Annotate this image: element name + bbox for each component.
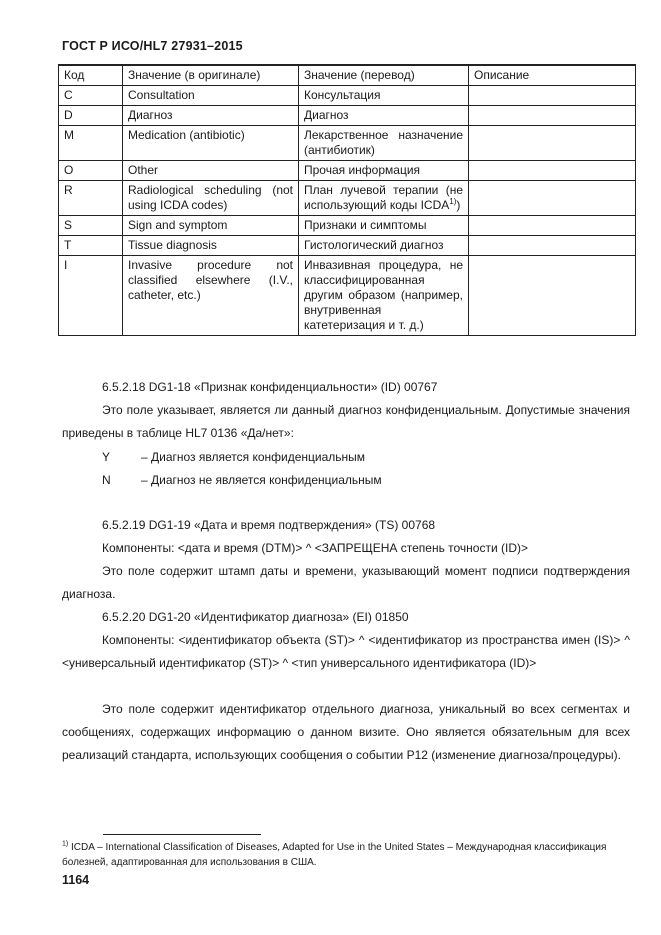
cell-translation: Прочая информация xyxy=(299,161,469,181)
cell-translation: Диагноз xyxy=(299,106,469,126)
column-header-original: Значение (в оригинале) xyxy=(123,65,299,86)
section-20-title: 6.5.2.20 DG1-20 «Идентификатор диагноза» (EI) 01850 xyxy=(102,610,409,624)
table-row xyxy=(59,236,636,256)
cell-code: D xyxy=(59,106,123,126)
section-19-text: Это поле содержит штамп даты и времени, указывающий момент подписи подтверждения диагноза. xyxy=(62,564,630,601)
cell-original: Medication (antibiotic) xyxy=(123,126,299,161)
cell-description xyxy=(469,256,636,336)
cell-description xyxy=(469,181,636,216)
table-row xyxy=(59,256,636,336)
cell-code: R xyxy=(59,181,123,216)
page-number: 1164 xyxy=(62,873,90,887)
column-header-translation: Значение (перевод) xyxy=(299,65,469,86)
column-header-code: Код xyxy=(59,65,123,86)
cell-description xyxy=(469,86,636,106)
section-18-title: 6.5.2.18 DG1-18 «Признак конфиденциальности» (ID) 00767 xyxy=(102,380,438,394)
cell-original: Consultation xyxy=(123,86,299,106)
cell-original: Sign and symptom xyxy=(123,216,299,236)
cell-code: O xyxy=(59,161,123,181)
table-header-row xyxy=(59,65,636,86)
table-row xyxy=(59,106,636,126)
section-20-text: Это поле содержит идентификатор отдельного диагноза, уникальный во всех сегментах и сообщениях, содержащих информацию о данном визите. Оно является обязательным для всех реализаций стандарта, использующих сообщения о событии P12 (изменение диагноза/процедуры). xyxy=(62,702,630,762)
value-code-y: Y xyxy=(102,450,111,464)
cell-original: Other xyxy=(123,161,299,181)
document-header: ГОСТ Р ИСО/HL7 27931–2015 xyxy=(62,39,243,53)
cell-original: Tissue diagnosis xyxy=(123,236,299,256)
cell-original: Radiological scheduling (not using ICDA codes) xyxy=(123,181,299,216)
cell-translation: Признаки и симптомы xyxy=(299,216,469,236)
footnote xyxy=(62,840,632,870)
table-row xyxy=(59,216,636,236)
footnote-divider xyxy=(103,834,261,835)
cell-translation: Инвазивная процедура, не классифицированная другим образом (например, внутривенная катетеризация и т. д.) xyxy=(299,256,469,336)
cell-translation: Консультация xyxy=(299,86,469,106)
cell-description xyxy=(469,161,636,181)
code-table xyxy=(58,64,636,336)
cell-code: T xyxy=(59,236,123,256)
section-18-text: Это поле указывает, является ли данный диагноз конфиденциальным. Допустимые значения приведены в таблице HL7 0136 «Да/нет»: xyxy=(62,403,630,440)
cell-translation: План лучевой терапии (не использующий коды ICDA$^{1)}$) xyxy=(299,181,469,216)
cell-description xyxy=(469,216,636,236)
value-text-y: – Диагноз является конфиденциальным xyxy=(141,450,366,464)
table-row xyxy=(59,86,636,106)
table-row xyxy=(59,161,636,181)
cell-translation: Гистологический диагноз xyxy=(299,236,469,256)
cell-description xyxy=(469,236,636,256)
cell-code: S xyxy=(59,216,123,236)
section-19-title: 6.5.2.19 DG1-19 «Дата и время подтверждения» (TS) 00768 xyxy=(102,518,436,532)
table-row xyxy=(59,181,636,216)
column-header-description: Описание xyxy=(469,65,636,86)
table-row xyxy=(59,126,636,161)
footnote-marker: 1) xyxy=(62,840,69,848)
cell-code: I xyxy=(59,256,123,336)
cell-code: M xyxy=(59,126,123,161)
value-code-n: N xyxy=(102,473,111,487)
value-text-n: – Диагноз не является конфиденциальным xyxy=(141,473,382,487)
cell-code: C xyxy=(59,86,123,106)
section-19-components: Компоненты: <дата и время (DTM)> ^ <ЗАПРЕЩЕНА степень точности (ID)> xyxy=(102,541,529,555)
cell-translation: Лекарственное назначение (антибиотик) xyxy=(299,126,469,161)
section-20-components: Компоненты: <идентификатор объекта (ST)> ^ <идентификатор из пространства имен (IS)> ^ <универсальный идентификатор (ST)> ^ <тип универсального идентификатора (ID)> xyxy=(62,633,630,670)
cell-original: Invasive procedure not classified elsewhere (I.V., catheter, etc.) xyxy=(123,256,299,336)
footnote-ref: 1) xyxy=(449,197,457,206)
footnote-text: ICDA – International Classification of Diseases, Adapted for Use in the United States – Международная классификация болезней, адаптированная для использования в США. xyxy=(62,842,607,868)
cell-description xyxy=(469,106,636,126)
cell-original: Диагноз xyxy=(123,106,299,126)
cell-description xyxy=(469,126,636,161)
